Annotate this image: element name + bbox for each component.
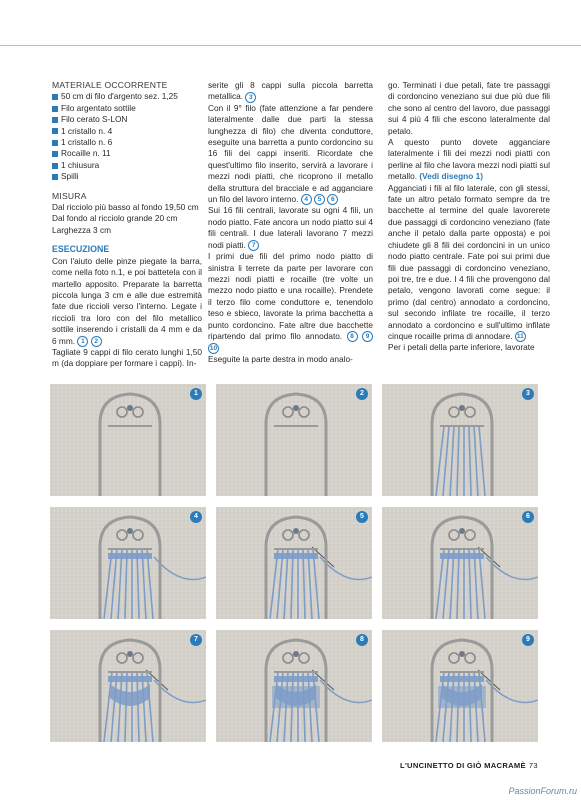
photo-ref-number: 2 [91, 336, 102, 347]
drawing-reference: (Vedi disegno 1) [419, 171, 483, 182]
step-photo [382, 630, 538, 742]
step-photo [382, 384, 538, 496]
photo-number-badge: 2 [356, 388, 368, 400]
macrame-photo [382, 384, 538, 496]
execution-paragraph: A questo punto dovete agganciare lateralmente i fili dei mezzi nodi piatti con perline al filo che lavora mezzi nodi piatti sul metallo. (Vedi disegno 1) [388, 137, 550, 182]
macrame-photo [50, 507, 206, 619]
step-photo [50, 384, 206, 496]
materials-title: MATERIALE OCCORRENTE [52, 80, 168, 90]
bullet-square-icon [52, 106, 58, 112]
step-photo [50, 507, 206, 619]
step-photo [382, 507, 538, 619]
watermark: PassionForum.ru [508, 786, 577, 796]
macrame-photo [216, 630, 372, 742]
execution-paragraph: Con il 9° filo (fate attenzione a far pendere lateralmente dalle due parti la stessa lunghezza di filo) che diventa conduttore, eseguite una barretta a punto cordoncino su 16 fili dei cappi inseriti. Ricordate che quest'ultimo filo inserito, servirà a lavorare i mezzi nodi piatti, che ricoprono il metallo della struttura del bracciale e ad agganciare un filo del lavoro interno. 4 5 6 [208, 102, 373, 205]
page-footer [400, 761, 538, 770]
materials-list [52, 91, 202, 182]
material-item: Filo cerato S-LON [52, 114, 202, 125]
step-photo [50, 630, 206, 742]
measure-line: Larghezza 3 cm [52, 224, 112, 235]
material-item: 1 chiusura [52, 160, 202, 171]
photo-ref-number: 11 [515, 331, 526, 342]
photo-ref-number: 8 [347, 331, 358, 342]
page-number: 73 [528, 761, 538, 770]
column-2 [208, 80, 373, 365]
photo-number-badge: 8 [356, 634, 368, 646]
photo-ref-number: 3 [245, 92, 256, 103]
material-item: Rocaille n. 11 [52, 148, 202, 159]
macrame-photo [216, 507, 372, 619]
execution-paragraph: Sui 16 fili centrali, lavorate su ogni 4 fili, un nodo piatto. Fate ancora un nodo piatto sui 4 fili centrali. I due laterali lavorano 7 mezzi nodi piatti. 7 [208, 205, 373, 250]
photo-ref-number: 6 [327, 194, 338, 205]
material-item: Filo argentato sottile [52, 103, 202, 114]
photo-ref-number: 4 [301, 194, 312, 205]
bullet-square-icon [52, 128, 58, 134]
magazine-name: L'UNCINETTO DI GIÒ MACRAMÈ [400, 761, 526, 770]
bullet-square-icon [52, 117, 58, 123]
step-photo [216, 507, 372, 619]
top-rule [0, 45, 581, 46]
execution-paragraph: Agganciati i fili al filo laterale, con gli stessi, fate un altro petalo formato sempre da tre bacchette al termine del quale lavorerete due passaggi di cordoncino veneziano (fate anche il petalo dalla parte opposta) e poi chiudete gli 8 fili dei cordoncini in un unico nodo piatto centrale. Fate poi sui primi due fili due passaggi di cordoncino veneziano, poi tre, tre e due. I 4 fili che provengono dal petalo, vengono lavorati come segue: il primo (dal centro) annodato a cordoncino, sul secondo infilate tre rocaille, il terzo annodato a cordoncino e sull'ultimo infilate cinque rocaille prima di annodare. 11 [388, 182, 550, 341]
execution-paragraph: serite gli 8 cappi sulla piccola barretta metallica. 3 [208, 80, 373, 102]
execution-paragraph: go. Terminati i due petali, fate tre passaggi di cordoncino veneziano sui due più due fili che sono al centro del lavoro, due passaggi sui 4 più 4 fili che escono lateralmente dal petalo. [388, 80, 550, 136]
macrame-photo [382, 630, 538, 742]
column-1 [52, 80, 202, 370]
material-item: 1 cristallo n. 4 [52, 126, 202, 137]
material-item: 50 cm di filo d'argento sez. 1,25 [52, 91, 202, 102]
bullet-square-icon [52, 94, 58, 100]
photo-number-badge: 7 [190, 634, 202, 646]
column-3 [388, 80, 550, 354]
bullet-square-icon [52, 174, 58, 180]
photo-number-badge: 1 [190, 388, 202, 400]
photo-number-badge: 4 [190, 511, 202, 523]
measure-line: Dal ricciolo più basso al fondo 19,50 cm [52, 202, 199, 213]
bullet-square-icon [52, 163, 58, 169]
bullet-square-icon [52, 140, 58, 146]
photo-ref-number: 10 [209, 344, 218, 352]
macrame-photo [216, 384, 372, 496]
macrame-photo [50, 384, 206, 496]
photo-ref-number: 1 [77, 336, 88, 347]
macrame-photo [382, 507, 538, 619]
photo-number-badge: 9 [522, 634, 534, 646]
step-photo [216, 384, 372, 496]
execution-paragraph: Tagliate 9 cappi di filo cerato lunghi 1,50 m (da doppiare per formare i cappi). In- [52, 346, 202, 369]
macrame-photo [50, 630, 206, 742]
photo-number-badge: 3 [522, 388, 534, 400]
step-photo [216, 630, 372, 742]
measures-title: MISURA [52, 190, 87, 201]
execution-paragraph: Per i petali della parte inferiore, lavorate [388, 342, 535, 353]
execution-paragraph: Con l'aiuto delle pinze piegate la barra, come nella foto n.1, e poi battetela con il martello apposito. Preparate la barretta piccola lunga 3 cm e alle due estremità fate due riccioli verso l'interno. Legate i riccioli tra loro con del filo metallico sottile inserendo i cristalli da 4 mm e da 6 mm. 1 2 [52, 255, 202, 346]
material-item: Spilli [52, 171, 202, 182]
photo-ref-number: 7 [248, 240, 259, 251]
photo-ref-number: 5 [314, 194, 325, 205]
photo-ref-number: 9 [362, 331, 373, 342]
measure-line: Dal fondo al ricciolo grande 20 cm [52, 213, 178, 224]
execution-paragraph: Eseguite la parte destra in modo analo- [208, 353, 353, 364]
bullet-square-icon [52, 151, 58, 157]
photo-number-badge: 6 [522, 511, 534, 523]
photo-number-badge: 5 [356, 511, 368, 523]
execution-paragraph: I primi due fili del primo nodo piatto di sinistra li terrete da parte per lavorare con mezzi nodi piatti e rocaille (tre volte un mezzo nodo piatto e una rocaille). Prendete il terzo filo come conduttore e, tenendolo teso e sbieco, lavorate la prima bacchetta a punto cordoncino. Fate altre due bacchette ripartendo dal primo filo annodato. 8 9 10 [208, 251, 373, 352]
material-item: 1 cristallo n. 6 [52, 137, 202, 148]
execution-title: ESECUZIONE [52, 244, 110, 255]
